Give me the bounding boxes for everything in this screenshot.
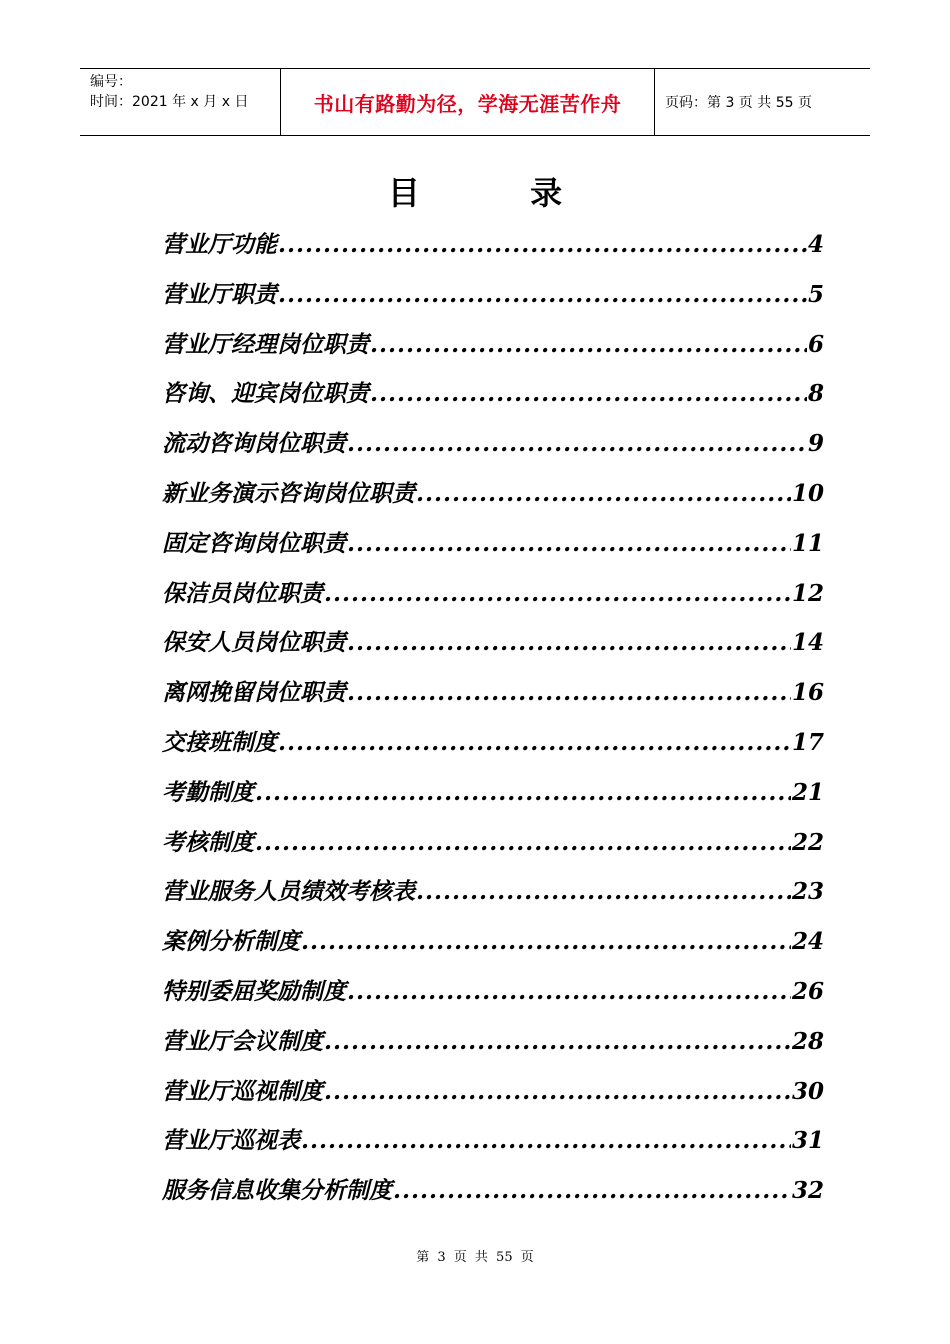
toc-entry-page: 23 bbox=[791, 878, 824, 906]
toc-entry-page: 11 bbox=[791, 529, 824, 557]
table-of-contents bbox=[162, 220, 824, 1216]
toc-dot-leader bbox=[416, 878, 791, 905]
toc-dot-leader bbox=[347, 530, 791, 557]
toc-entry[interactable] bbox=[162, 469, 824, 519]
toc-entry-label: 营业厅会议制度 bbox=[162, 1028, 323, 1055]
toc-entry-page: 14 bbox=[791, 629, 824, 657]
toc-title-char-2: 录 bbox=[530, 174, 563, 212]
toc-dot-leader bbox=[278, 281, 807, 308]
toc-entry-label: 营业厅巡视表 bbox=[162, 1128, 300, 1155]
toc-entry-page: 30 bbox=[791, 1077, 824, 1105]
toc-entry-page: 31 bbox=[791, 1127, 824, 1155]
toc-entry-label: 营业厅经理岗位职责 bbox=[162, 331, 369, 358]
toc-entry-label: 保安人员岗位职责 bbox=[162, 630, 346, 657]
toc-dot-leader bbox=[255, 829, 791, 856]
toc-entry[interactable] bbox=[162, 668, 824, 718]
toc-entry-label: 保洁员岗位职责 bbox=[162, 580, 323, 607]
toc-dot-leader bbox=[347, 679, 791, 706]
toc-entry-page: 26 bbox=[791, 977, 824, 1005]
toc-entry-label: 新业务演示咨询岗位职责 bbox=[162, 480, 415, 507]
toc-entry-page: 17 bbox=[791, 728, 824, 756]
toc-entry-page: 21 bbox=[791, 778, 824, 806]
toc-dot-leader bbox=[301, 1127, 791, 1154]
toc-entry[interactable] bbox=[162, 270, 824, 320]
toc-entry-label: 考勤制度 bbox=[162, 779, 254, 806]
toc-entry[interactable] bbox=[162, 569, 824, 619]
toc-entry-label: 营业厅巡视制度 bbox=[162, 1078, 323, 1105]
toc-entry[interactable] bbox=[162, 1067, 824, 1117]
toc-entry[interactable] bbox=[162, 718, 824, 768]
toc-entry-page: 9 bbox=[807, 430, 824, 458]
toc-entry-page: 22 bbox=[791, 828, 824, 856]
toc-entry-page: 32 bbox=[791, 1177, 824, 1205]
header-meta bbox=[80, 69, 281, 135]
toc-entry-label: 固定咨询岗位职责 bbox=[162, 530, 346, 557]
toc-entry-label: 考核制度 bbox=[162, 829, 254, 856]
toc-entry-label: 交接班制度 bbox=[162, 729, 277, 756]
toc-dot-leader bbox=[416, 480, 791, 507]
toc-entry-label: 咨询、迎宾岗位职责 bbox=[162, 381, 369, 408]
document-number-label: 编号： bbox=[90, 74, 132, 90]
toc-dot-leader bbox=[347, 430, 807, 457]
toc-entry-page: 16 bbox=[791, 679, 824, 707]
toc-entry[interactable] bbox=[162, 419, 824, 469]
page-footer: 第 3 页 共 55 页 bbox=[416, 1250, 534, 1265]
toc-title-char-1: 目 bbox=[387, 174, 420, 212]
document-date: 时间：2021 年 x 月 x 日 bbox=[90, 94, 249, 110]
toc-dot-leader bbox=[324, 580, 791, 607]
toc-title bbox=[0, 168, 950, 214]
toc-dot-leader bbox=[301, 928, 791, 955]
toc-entry-label: 离网挽留岗位职责 bbox=[162, 680, 346, 707]
toc-entry[interactable] bbox=[162, 768, 824, 818]
toc-entry[interactable] bbox=[162, 618, 824, 668]
toc-entry[interactable] bbox=[162, 369, 824, 419]
toc-dot-leader bbox=[278, 729, 791, 756]
toc-entry-label: 营业厅功能 bbox=[162, 232, 277, 258]
toc-entry-page: 6 bbox=[807, 330, 824, 358]
toc-entry[interactable] bbox=[162, 519, 824, 569]
toc-dot-leader bbox=[370, 380, 807, 407]
toc-entry-label: 特别委屈奖励制度 bbox=[162, 978, 346, 1005]
toc-entry-label: 服务信息收集分析制度 bbox=[162, 1178, 392, 1205]
toc-entry[interactable] bbox=[162, 967, 824, 1017]
toc-dot-leader bbox=[347, 629, 791, 656]
toc-dot-leader bbox=[393, 1177, 791, 1204]
toc-entry-page: 28 bbox=[791, 1027, 824, 1055]
toc-dot-leader bbox=[255, 779, 791, 806]
toc-entry-page: 5 bbox=[807, 280, 824, 308]
toc-entry[interactable] bbox=[162, 1017, 824, 1067]
toc-entry-page: 12 bbox=[791, 579, 824, 607]
header-motto: 书山有路勤为径，学海无涯苦作舟 bbox=[281, 69, 655, 135]
toc-entry[interactable] bbox=[162, 917, 824, 967]
toc-entry[interactable] bbox=[162, 320, 824, 370]
toc-entry-label: 营业服务人员绩效考核表 bbox=[162, 879, 415, 906]
toc-entry[interactable] bbox=[162, 1116, 824, 1166]
header-page-info: 页码：第 3 页 共 55 页 bbox=[665, 95, 812, 111]
toc-entry[interactable] bbox=[162, 867, 824, 917]
toc-dot-leader bbox=[347, 978, 791, 1005]
toc-dot-leader bbox=[278, 231, 807, 258]
toc-entry-page: 4 bbox=[807, 231, 824, 258]
toc-entry-label: 营业厅职责 bbox=[162, 281, 277, 308]
toc-dot-leader bbox=[370, 331, 807, 358]
toc-entry[interactable] bbox=[162, 220, 824, 270]
toc-dot-leader bbox=[324, 1028, 791, 1055]
toc-entry-page: 8 bbox=[807, 380, 824, 408]
toc-entry-label: 案例分析制度 bbox=[162, 929, 300, 956]
toc-entry-label: 流动咨询岗位职责 bbox=[162, 431, 346, 458]
page-header bbox=[80, 68, 870, 136]
toc-entry[interactable] bbox=[162, 1166, 824, 1216]
toc-entry-page: 10 bbox=[791, 479, 824, 507]
toc-entry-page: 24 bbox=[791, 928, 824, 956]
toc-entry[interactable] bbox=[162, 818, 824, 868]
toc-dot-leader bbox=[324, 1078, 791, 1105]
